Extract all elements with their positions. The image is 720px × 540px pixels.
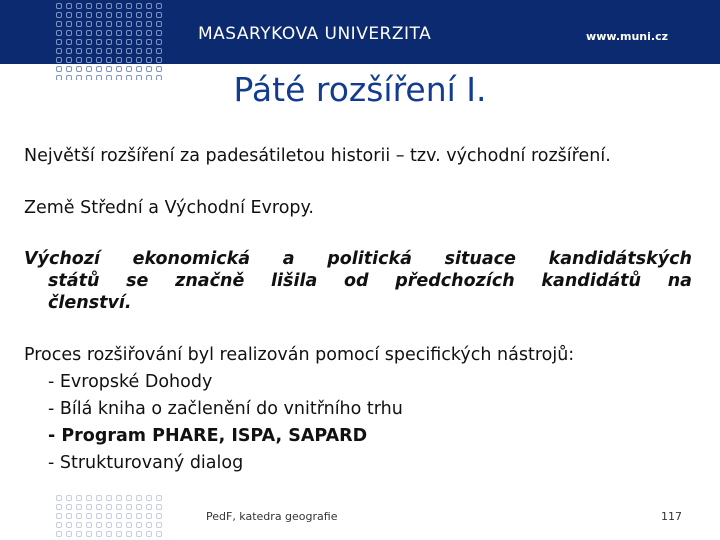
- grid-dot: [136, 504, 142, 510]
- grid-dot: [116, 30, 122, 36]
- grid-dot: [136, 513, 142, 519]
- grid-dot: [126, 21, 132, 27]
- grid-dot: [76, 504, 82, 510]
- grid-dot: [66, 39, 72, 45]
- grid-dot: [76, 522, 82, 528]
- paragraph-2: Země Střední a Východní Evropy.: [24, 198, 314, 218]
- grid-dot: [86, 3, 92, 9]
- grid-dot: [136, 531, 142, 537]
- grid-dot: [86, 57, 92, 63]
- grid-dot: [76, 30, 82, 36]
- grid-dot: [66, 522, 72, 528]
- grid-dot: [146, 495, 152, 501]
- grid-dot: [126, 495, 132, 501]
- grid-dot: [76, 39, 82, 45]
- grid-dot: [56, 504, 62, 510]
- grid-dot: [106, 531, 112, 537]
- grid-dot: [66, 495, 72, 501]
- grid-dot: [146, 531, 152, 537]
- grid-dot: [136, 522, 142, 528]
- list-item: - Program PHARE, ISPA, SAPARD: [48, 426, 368, 446]
- grid-dot: [146, 30, 152, 36]
- page-number: 117: [661, 510, 682, 523]
- grid-dot: [126, 3, 132, 9]
- grid-dot: [56, 495, 62, 501]
- grid-dot: [126, 57, 132, 63]
- grid-dot: [66, 12, 72, 18]
- grid-dot: [156, 3, 162, 9]
- grid-dot: [96, 513, 102, 519]
- grid-dot: [96, 495, 102, 501]
- grid-dot: [86, 12, 92, 18]
- grid-dot: [156, 504, 162, 510]
- grid-dot: [116, 12, 122, 18]
- paragraph-1: Největší rozšíření za padesátiletou historii – tzv. východní rozšíření.: [24, 146, 611, 166]
- grid-dot: [136, 495, 142, 501]
- grid-dot: [86, 531, 92, 537]
- grid-dot: [96, 12, 102, 18]
- grid-dot: [116, 3, 122, 9]
- footer-grid-icon: [52, 492, 172, 540]
- list-item: - Bílá kniha o začlenění do vnitřního trhu: [48, 399, 403, 419]
- grid-dot: [116, 531, 122, 537]
- grid-dot: [106, 513, 112, 519]
- grid-dot: [136, 30, 142, 36]
- grid-dot: [116, 495, 122, 501]
- grid-dot: [96, 48, 102, 54]
- grid-dot: [106, 3, 112, 9]
- grid-dot: [126, 48, 132, 54]
- list-item: - Evropské Dohody: [48, 372, 213, 392]
- grid-dot: [146, 504, 152, 510]
- grid-dot: [146, 48, 152, 54]
- grid-dot: [156, 30, 162, 36]
- paragraph-3-line-3: členství.: [48, 293, 132, 313]
- grid-dot: [76, 3, 82, 9]
- grid-dot: [126, 12, 132, 18]
- paragraph-3-line-1: Výchozí ekonomická a politická situace kandidátských: [24, 249, 692, 269]
- grid-dot: [76, 57, 82, 63]
- grid-dot: [66, 513, 72, 519]
- paragraph-3-line-2: států se značně lišila od předchozích kandidátů na: [48, 271, 692, 291]
- grid-dot: [106, 21, 112, 27]
- grid-dot: [66, 531, 72, 537]
- grid-dot: [126, 531, 132, 537]
- grid-dot: [96, 3, 102, 9]
- grid-dot: [66, 21, 72, 27]
- grid-dot: [76, 21, 82, 27]
- grid-dot: [146, 522, 152, 528]
- grid-dot: [86, 522, 92, 528]
- grid-dot: [156, 495, 162, 501]
- grid-dot: [86, 39, 92, 45]
- grid-dot: [76, 48, 82, 54]
- grid-dot: [126, 522, 132, 528]
- website-url: www.muni.cz: [586, 30, 668, 43]
- paragraph-3: [24, 248, 692, 314]
- paragraph-4: [24, 342, 692, 477]
- grid-dot: [116, 504, 122, 510]
- grid-dot: [56, 39, 62, 45]
- grid-dot: [116, 21, 122, 27]
- grid-dot: [146, 39, 152, 45]
- grid-dot: [146, 21, 152, 27]
- grid-dot: [86, 30, 92, 36]
- grid-dot: [66, 57, 72, 63]
- grid-dot: [76, 513, 82, 519]
- grid-dot: [56, 57, 62, 63]
- grid-dot: [146, 12, 152, 18]
- logo-grid-icon: [52, 0, 172, 80]
- grid-dot: [146, 513, 152, 519]
- grid-dot: [136, 21, 142, 27]
- grid-dot: [116, 39, 122, 45]
- grid-dot: [156, 531, 162, 537]
- grid-dot: [156, 57, 162, 63]
- grid-dot: [136, 12, 142, 18]
- grid-dot: [126, 513, 132, 519]
- grid-dot: [126, 39, 132, 45]
- grid-dot: [76, 495, 82, 501]
- grid-dot: [156, 39, 162, 45]
- grid-dot: [86, 495, 92, 501]
- grid-dot: [156, 12, 162, 18]
- grid-dot: [156, 513, 162, 519]
- grid-dot: [136, 3, 142, 9]
- grid-dot: [96, 531, 102, 537]
- grid-dot: [126, 504, 132, 510]
- grid-dot: [76, 12, 82, 18]
- university-name: MASARYKOVA UNIVERZITA: [198, 24, 432, 44]
- grid-dot: [116, 522, 122, 528]
- grid-dot: [136, 39, 142, 45]
- grid-dot: [156, 21, 162, 27]
- grid-dot: [86, 513, 92, 519]
- grid-dot: [96, 21, 102, 27]
- grid-dot: [56, 3, 62, 9]
- grid-dot: [56, 12, 62, 18]
- grid-dot: [96, 522, 102, 528]
- grid-dot: [96, 57, 102, 63]
- grid-dot: [56, 522, 62, 528]
- grid-dot: [56, 21, 62, 27]
- grid-dot: [106, 504, 112, 510]
- grid-dot: [106, 48, 112, 54]
- grid-dot: [136, 48, 142, 54]
- grid-dot: [146, 57, 152, 63]
- header-bar: [0, 0, 720, 64]
- tools-list: [24, 369, 692, 477]
- grid-dot: [106, 30, 112, 36]
- grid-dot: [106, 39, 112, 45]
- grid-dot: [156, 48, 162, 54]
- list-item: - Strukturovaný dialog: [48, 453, 244, 473]
- grid-dot: [156, 522, 162, 528]
- grid-dot: [56, 48, 62, 54]
- paragraph-4-intro: Proces rozšiřování byl realizován pomocí specifických nástrojů:: [24, 345, 575, 365]
- grid-dot: [116, 513, 122, 519]
- grid-dot: [106, 495, 112, 501]
- grid-dot: [106, 12, 112, 18]
- grid-dot: [126, 30, 132, 36]
- grid-dot: [56, 30, 62, 36]
- footer-text: PedF, katedra geografie: [206, 510, 338, 523]
- grid-dot: [56, 531, 62, 537]
- grid-dot: [116, 57, 122, 63]
- grid-dot: [86, 504, 92, 510]
- grid-dot: [86, 48, 92, 54]
- grid-dot: [96, 504, 102, 510]
- grid-dot: [136, 57, 142, 63]
- grid-dot: [66, 48, 72, 54]
- grid-dot: [96, 30, 102, 36]
- grid-dot: [66, 30, 72, 36]
- grid-dot: [106, 522, 112, 528]
- slide-title: Páté rozšíření I.: [233, 70, 487, 109]
- grid-dot: [146, 3, 152, 9]
- grid-dot: [116, 48, 122, 54]
- grid-dot: [96, 39, 102, 45]
- grid-dot: [76, 531, 82, 537]
- grid-dot: [66, 504, 72, 510]
- grid-dot: [56, 513, 62, 519]
- grid-dot: [106, 57, 112, 63]
- grid-dot: [66, 3, 72, 9]
- grid-dot: [86, 21, 92, 27]
